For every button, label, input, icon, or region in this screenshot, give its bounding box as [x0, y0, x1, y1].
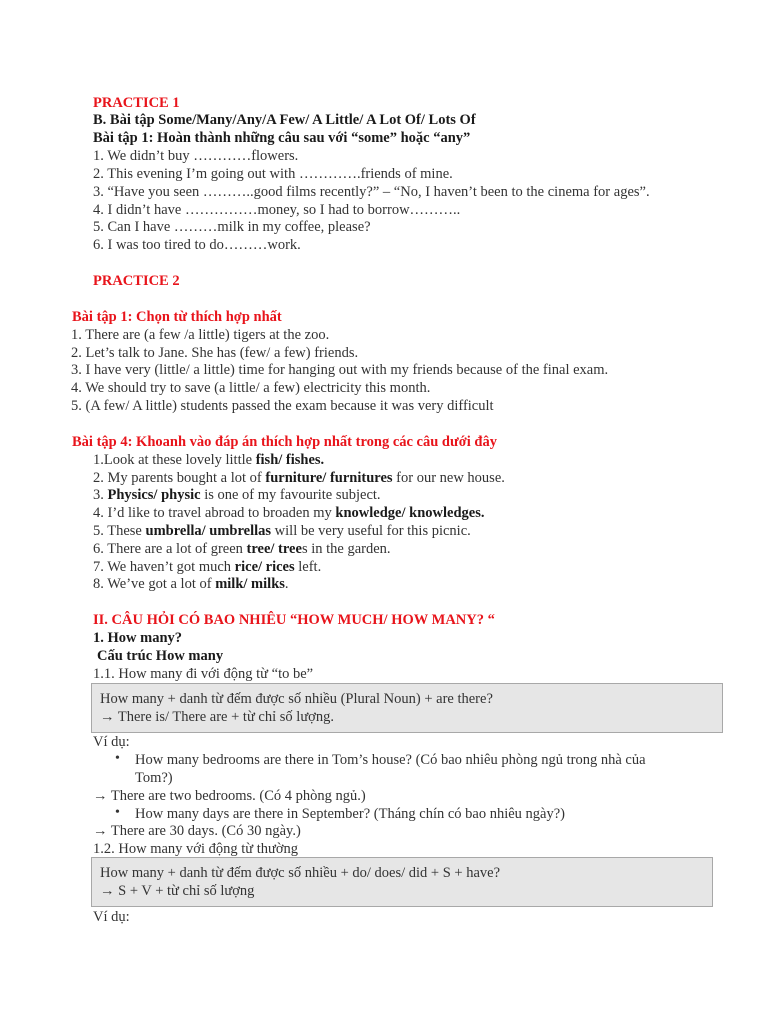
section2-p12: 1.2. How many với động từ thường: [93, 841, 299, 857]
practice1-exercise-title: Bài tập 1: Hoàn thành những câu sau với “some” hoặc “any”: [93, 130, 471, 146]
formula-box-2-line1: How many + danh từ đếm được số nhiều + do/ does/ did + S + have?: [100, 865, 501, 881]
section2-sub-how-many: 1. How many?: [93, 630, 183, 646]
formula-box-2-line2: → S + V + từ chỉ số lượng: [100, 883, 255, 899]
example-question-cont: Tom?): [135, 770, 173, 786]
practice2-item: 2. Let’s talk to Jane. She has (few/ a few) friends.: [71, 345, 359, 361]
practice2-item: 4. We should try to save (a little/ a few) electricity this month.: [71, 380, 431, 396]
example-label: Ví dụ:: [93, 909, 130, 925]
exercise4-item: 5. These umbrella/ umbrellas will be very useful for this picnic.: [93, 523, 471, 539]
practice1-subtitle: B. Bài tập Some/Many/Any/A Few/ A Little/ A Lot Of/ Lots Of: [93, 112, 476, 128]
exercise4-item: 3. Physics/ physic is one of my favourite subject.: [93, 487, 381, 503]
practice1-item: 5. Can I have ………milk in my coffee, please?: [93, 219, 371, 235]
practice2-item: 3. I have very (little/ a little) time for hanging out with my friends because of the final exam.: [71, 362, 609, 378]
example-question: How many days are there in September? (Tháng chín có bao nhiêu ngày?): [135, 806, 566, 822]
section2-p11: 1.1. How many đi với động từ “to be”: [93, 666, 314, 682]
practice2-exercise-title: Bài tập 1: Chọn từ thích hợp nhất: [72, 309, 282, 325]
formula-box-1: [91, 683, 723, 733]
exercise4-title: Bài tập 4: Khoanh vào đáp án thích hợp nhất trong các câu dưới đây: [72, 434, 497, 450]
practice1-heading: PRACTICE 1: [93, 95, 180, 111]
bullet-icon: •: [115, 751, 120, 766]
practice1-item: 6. I was too tired to do………work.: [93, 237, 301, 253]
exercise4-item: 6. There are a lot of green tree/ trees in the garden.: [93, 541, 391, 557]
practice1-item: 1. We didn’t buy …………flowers.: [93, 148, 299, 164]
example-answer: → There are two bedrooms. (Có 4 phòng ngủ.): [93, 788, 366, 804]
example-label: Ví dụ:: [93, 734, 130, 750]
practice1-item: 3. “Have you seen ………..good films recently?” – “No, I haven’t been to the cinema for ages”.: [93, 184, 650, 200]
example-answer: → There are 30 days. (Có 30 ngày.): [93, 823, 301, 839]
formula-box-1-line1: How many + danh từ đếm được số nhiều (Plural Noun) + are there?: [100, 691, 493, 707]
exercise4-item: 1.Look at these lovely little fish/ fishes.: [93, 452, 325, 468]
exercise4-item: 2. My parents bought a lot of furniture/ furnitures for our new house.: [93, 470, 505, 486]
exercise4-item: 4. I’d like to travel abroad to broaden my knowledge/ knowledges.: [93, 505, 485, 521]
practice1-item: 2. This evening I’m going out with ………….friends of mine.: [93, 166, 453, 182]
exercise4-item: 7. We haven’t got much rice/ rices left.: [93, 559, 322, 575]
bullet-icon: •: [115, 805, 120, 820]
practice2-item: 1. There are (a few /a little) tigers at the zoo.: [71, 327, 330, 343]
practice1-item: 4. I didn’t have ……………money, so I had to borrow………..: [93, 202, 461, 218]
practice2-heading: PRACTICE 2: [93, 273, 180, 289]
example-question: How many bedrooms are there in Tom’s house? (Có bao nhiêu phòng ngủ trong nhà của: [135, 752, 646, 768]
formula-box-2: [91, 857, 713, 907]
section2-heading: II. CÂU HỎI CÓ BAO NHIÊU “HOW MUCH/ HOW MANY? “: [93, 612, 495, 628]
exercise4-item: 8. We’ve got a lot of milk/ milks.: [93, 576, 289, 592]
formula-box-1-line2: → There is/ There are + từ chỉ số lượng.: [100, 709, 334, 725]
practice2-item: 5. (A few/ A little) students passed the exam because it was very difficult: [71, 398, 494, 414]
section2-structure-title: Cấu trúc How many: [97, 648, 224, 664]
